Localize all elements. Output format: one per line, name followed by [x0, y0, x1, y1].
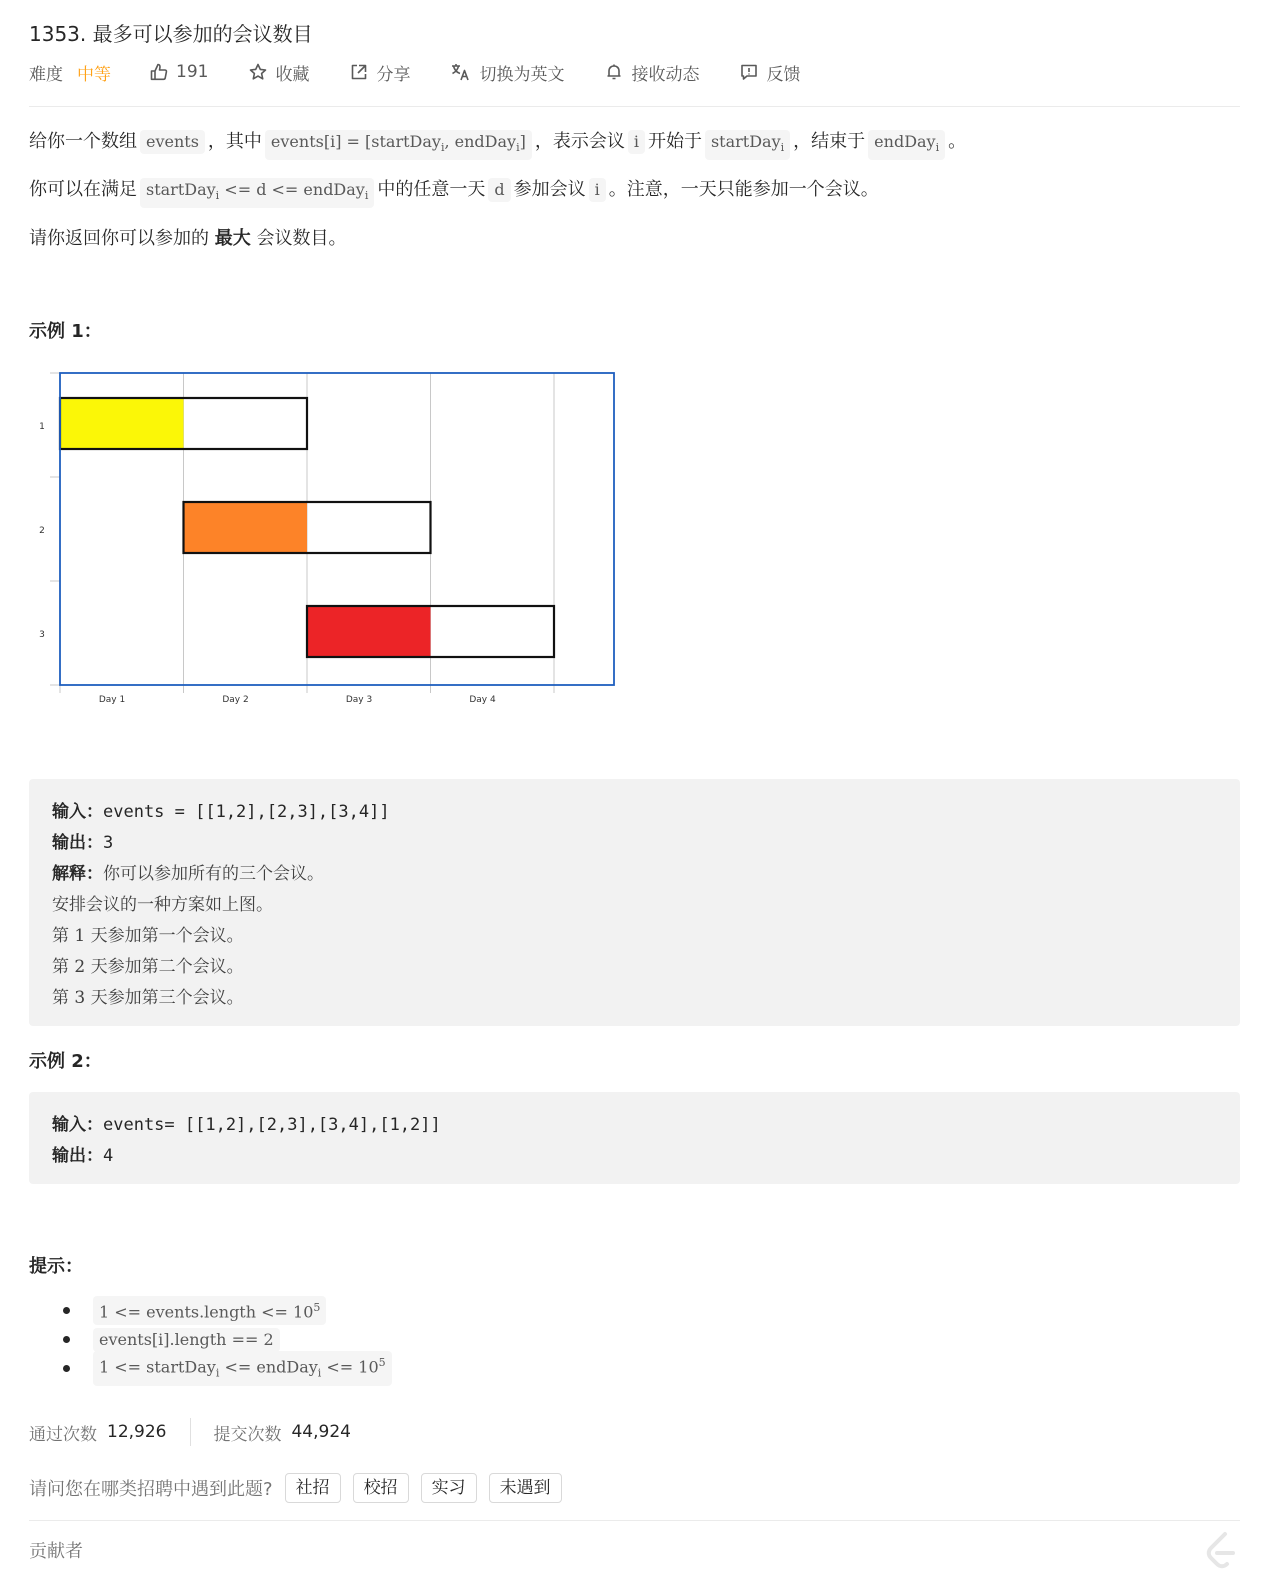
code-text: <= endDay — [219, 1357, 318, 1377]
text: 你可以在满足 — [29, 179, 137, 200]
subscript: i — [364, 189, 369, 203]
output-value: 3 — [103, 833, 114, 853]
contributors-label[interactable]: 贡献者 — [29, 1541, 83, 1562]
text: 给你一个数组 — [29, 131, 137, 152]
text: 会议数目。 — [256, 228, 347, 249]
bullet-dot — [63, 1365, 70, 1372]
subscribe-button[interactable] — [604, 60, 699, 85]
thumbs-up-icon — [149, 62, 169, 82]
explanation-line: 第 2 天参加第二个会议。 — [52, 957, 244, 977]
subscript: i — [516, 141, 520, 155]
example-1-block — [29, 779, 1240, 1026]
code-text: startDay — [146, 180, 216, 199]
interview-survey — [29, 1473, 562, 1503]
accepted-label: 通过次数 — [29, 1424, 97, 1445]
subscript: i — [215, 189, 220, 203]
chart-category-label: Day 2 — [222, 695, 249, 705]
stats-separator — [190, 1418, 191, 1446]
subscript: i — [215, 1366, 220, 1380]
example-1-output — [52, 828, 113, 853]
description-paragraph-2 — [29, 175, 879, 208]
difficulty-badge: 中等 — [77, 64, 111, 85]
chart-bar-attended-day — [307, 606, 431, 657]
text: 。 — [948, 131, 967, 152]
code-text: 1 <= events.length <= 10 — [99, 1302, 314, 1322]
code-text: events[i] = [startDay — [270, 132, 441, 151]
chart-category-label: Day 4 — [469, 695, 496, 705]
subscript: i — [935, 141, 940, 155]
submissions-label: 提交次数 — [213, 1424, 282, 1445]
chart-row-label: 1 — [39, 422, 45, 432]
text: 开始于 — [647, 131, 702, 152]
code-startday — [705, 130, 790, 160]
text: 中的任意一天 — [377, 179, 486, 200]
hints-heading: 提示： — [29, 1256, 83, 1277]
code-text: i — [633, 132, 639, 151]
bell-icon — [604, 62, 624, 82]
constraint-code — [93, 1296, 326, 1324]
explanation-label: 解释： — [52, 864, 103, 884]
code-text: <= d <= endDay — [219, 180, 365, 199]
switch-language-button[interactable] — [450, 60, 564, 85]
favorite-button[interactable] — [248, 60, 309, 85]
text: ，其中 — [207, 131, 262, 152]
submissions-count: 44,924 — [291, 1422, 351, 1442]
superscript: 5 — [313, 1301, 321, 1315]
constraint-code — [93, 1351, 392, 1386]
example-2-block — [29, 1092, 1240, 1184]
survey-option-not-encountered[interactable]: 未遇到 — [489, 1473, 562, 1503]
code-text: startDay — [710, 132, 781, 151]
bullet-dot — [63, 1307, 70, 1314]
explanation-line: 安排会议的一种方案如上图。 — [52, 895, 273, 915]
example-1-input — [52, 797, 390, 822]
code-text: i — [594, 180, 600, 199]
translate-icon — [450, 62, 472, 82]
explanation-line: 第 3 天参加第三个会议。 — [52, 988, 244, 1008]
divider — [29, 106, 1240, 107]
code-i — [628, 130, 645, 154]
bold-text: 最大 — [214, 228, 251, 249]
example-2-heading: 示例 2： — [29, 1051, 102, 1072]
survey-question: 请问您在哪类招聘中遇到此题? — [29, 1479, 273, 1500]
chart-bar-attended-day — [60, 398, 184, 449]
feedback-label: 反馈 — [766, 64, 801, 85]
chart-category-label: Day 1 — [98, 695, 126, 705]
example-1-schedule-chart — [39, 362, 629, 714]
explanation-text: 你可以参加所有的三个会议。 — [103, 864, 324, 884]
chart-row-label: 2 — [39, 526, 45, 536]
text: ，结束于 — [793, 131, 866, 152]
code-text: endDay — [874, 132, 936, 151]
switch-language-label: 切换为英文 — [479, 64, 565, 85]
share-icon — [349, 62, 369, 82]
chart-bar-attended-day — [184, 502, 308, 553]
code-text: events — [146, 132, 199, 151]
list-item — [63, 1325, 395, 1354]
example-1-heading: 示例 1： — [29, 321, 102, 342]
input-label: 输入： — [52, 802, 103, 822]
explanation-line: 第 1 天参加第一个会议。 — [52, 926, 244, 946]
superscript: 5 — [378, 1356, 386, 1370]
bullet-dot — [63, 1336, 70, 1343]
text: 参加会议 — [513, 179, 586, 200]
code-events — [140, 130, 205, 154]
survey-option-social-recruit[interactable]: 社招 — [285, 1473, 341, 1503]
example-1-explanation — [52, 859, 324, 884]
problem-meta-bar — [29, 58, 840, 86]
code-d — [488, 178, 510, 202]
favorite-label: 收藏 — [275, 64, 310, 85]
text: 请你返回你可以参加的 — [29, 228, 209, 249]
output-label: 输出： — [52, 833, 103, 853]
output-label: 输出： — [52, 1146, 103, 1166]
subscribe-label: 接收动态 — [631, 64, 700, 85]
divider — [29, 1520, 1240, 1521]
text: 。注意，一天只能参加一个会议。 — [608, 179, 879, 200]
list-item — [63, 1296, 395, 1325]
description-paragraph-3 — [29, 224, 346, 250]
submission-stats — [29, 1417, 351, 1447]
example-2-output — [52, 1141, 113, 1166]
code-endday — [868, 130, 945, 160]
survey-option-campus-recruit[interactable]: 校招 — [353, 1473, 409, 1503]
text: ，表示会议 — [534, 131, 625, 152]
code-text: <= 10 — [321, 1357, 379, 1377]
code-text: d — [494, 180, 505, 199]
accepted-count: 12,926 — [107, 1422, 167, 1442]
code-i — [589, 178, 606, 202]
description-paragraph-1 — [29, 127, 966, 160]
subscript: i — [440, 141, 445, 155]
input-value: events= [[1,2],[2,3],[3,4],[1,2]] — [103, 1115, 441, 1135]
code-text: ] — [519, 132, 526, 151]
like-count: 191 — [176, 62, 209, 82]
chart-row-label: 3 — [39, 630, 45, 640]
chart-category-label: Day 3 — [345, 695, 373, 705]
input-value: events = [[1,2],[2,3],[3,4]] — [103, 802, 390, 822]
output-value: 4 — [103, 1146, 114, 1166]
list-item — [63, 1354, 395, 1383]
code-range — [140, 178, 374, 208]
constraints-list — [63, 1296, 395, 1383]
subscript: i — [780, 141, 785, 155]
like-button[interactable] — [149, 62, 208, 82]
feedback-button[interactable] — [739, 60, 800, 85]
share-label: 分享 — [376, 64, 411, 85]
constraint-code — [93, 1328, 280, 1352]
survey-option-internship[interactable]: 实习 — [421, 1473, 477, 1503]
code-text: , endDay — [444, 132, 517, 151]
code-text: 1 <= startDay — [99, 1357, 216, 1377]
star-icon — [248, 62, 268, 82]
share-button[interactable] — [349, 60, 410, 85]
subscript: i — [317, 1366, 322, 1380]
difficulty-label: 难度 — [29, 64, 63, 85]
input-label: 输入： — [52, 1115, 103, 1135]
example-2-input — [52, 1110, 441, 1135]
code-text: events[i].length == 2 — [99, 1329, 274, 1349]
problem-title: 1353. 最多可以参加的会议数目 — [29, 22, 313, 46]
leetcode-logo-icon — [1203, 1530, 1239, 1570]
feedback-icon — [739, 62, 759, 82]
code-event-definition — [265, 130, 532, 160]
